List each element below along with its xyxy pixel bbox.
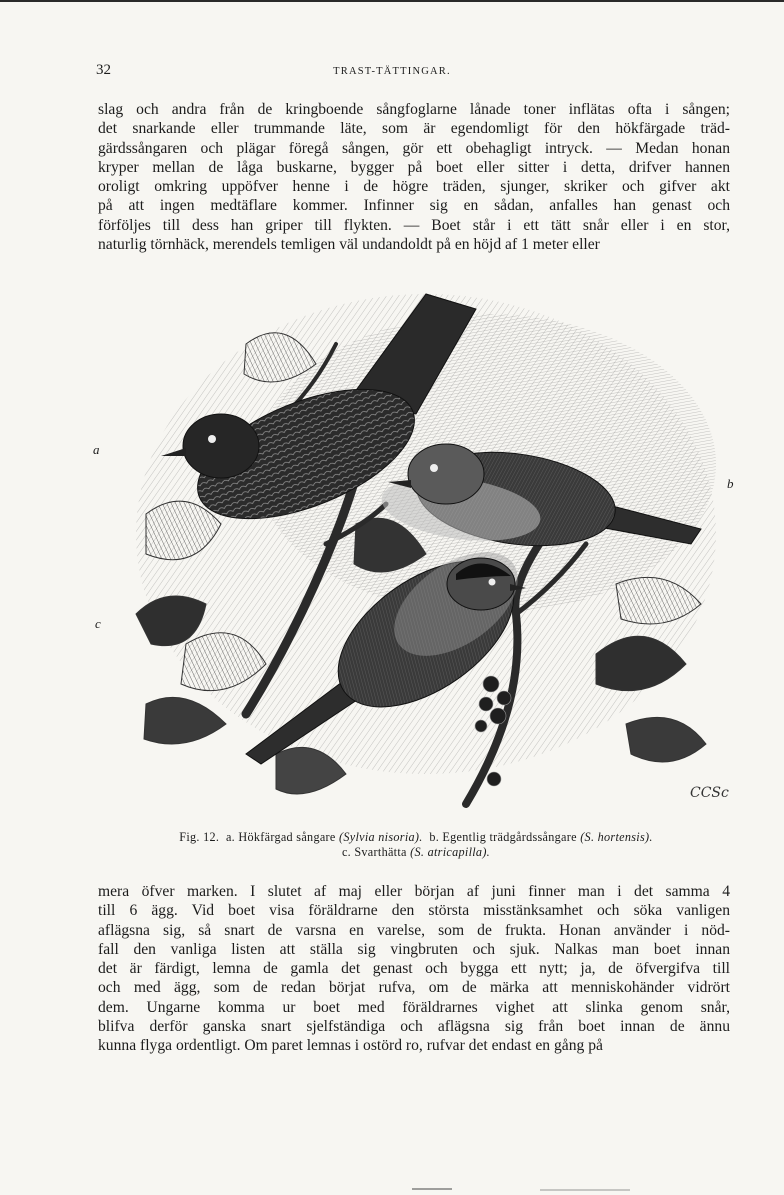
bird-engraving-illustration <box>126 284 726 824</box>
text-line: slag och andra från de kringboende sångfoglarne lånade toner inflätas ofta i sången; <box>98 101 730 118</box>
caption-b-latin: (S. hortensis). <box>580 830 653 844</box>
figure-label-c: c <box>95 616 101 631</box>
text-line: på att ingen medtäflare kommer. Infinner sig en sådan, anfalles han genast och <box>98 197 730 215</box>
caption-b: b. Egentlig trädgårdssångare <box>429 830 577 844</box>
text-line: till 6 ägg. Vid boet visa föräldrarne den största misstänksamhet och söka vanligen <box>98 902 730 920</box>
engraver-signature: CCSc <box>690 785 729 801</box>
text-line: dem. Ungarne komma ur boet med föräldrarnes vighet att slinka genom snår, <box>98 998 730 1016</box>
paragraph-bottom <box>98 882 730 1056</box>
text-line: aflägsna sig, så snart de varsna en varelse, som de frukta. Honan använder i nöd- <box>98 921 730 939</box>
caption-prefix: Fig. 12. <box>179 830 220 844</box>
text-line: mera öfver marken. I slutet af maj eller början af juni finner man i det samma 4 <box>98 883 730 900</box>
text-line: och med ägg, som de redan börjat rufva, om de märka att menniskohänder vidrört <box>98 979 730 997</box>
text-line: gärdssångaren och plägar föregå sången, gör ett obehagligt intryck. — Medan honan <box>98 139 730 157</box>
scan-smudge <box>412 1188 452 1190</box>
caption-a: a. Hökfärgad sångare <box>225 830 336 844</box>
text-line: naturlig törnhäck, merendels temligen väl undandoldt på en höjd af 1 meter eller <box>98 236 600 254</box>
caption-line-2 <box>96 845 736 860</box>
figure-caption <box>96 830 736 860</box>
caption-c-latin: (S. atricapilla). <box>410 845 491 859</box>
page-number: 32 <box>96 62 111 78</box>
text-line: kryper mellan de låga buskarne, bygger på boet eller sitter i detta, drifver hannen <box>98 158 730 176</box>
paragraph-top <box>98 100 730 254</box>
text-line: kunna flyga ordentligt. Om paret lemnas i ostörd ro, rufvar det endast en gång på <box>98 1037 603 1055</box>
figure-label-a: a <box>93 442 100 457</box>
caption-line-1 <box>96 830 736 845</box>
text-line: förföljes till dess han griper till flykten. — Boet står i ett tätt snår eller i en stor, <box>98 216 730 234</box>
text-line: det snarkande eller trummande läte, som är egendomligt för den hökfärgade träd- <box>98 120 730 138</box>
text-line: blifva derför ganska snart sjelfständiga och aflägsna sig från boet innan de ännu <box>98 1018 730 1036</box>
text-line: fall den vanliga listen att ställa sig vingbruten och sjuk. Nalkas man boet innan <box>98 940 730 958</box>
running-head: TRAST-TÄTTINGAR. <box>333 66 451 77</box>
caption-a-latin: (Sylvia nisoria). <box>338 830 423 844</box>
text-line: oroligt omkring uppöfver henne i de högre träden, sjunger, skriker och gifver akt <box>98 178 730 196</box>
figure-label-b: b <box>727 476 734 491</box>
caption-c: c. Svarthätta <box>341 845 407 859</box>
scan-smudge <box>540 1189 630 1191</box>
page-top-rule <box>0 0 784 2</box>
text-line: det är färdigt, lemna de gamla det genast och bygga ett nytt; ja, de öfvergifva till <box>98 960 730 978</box>
